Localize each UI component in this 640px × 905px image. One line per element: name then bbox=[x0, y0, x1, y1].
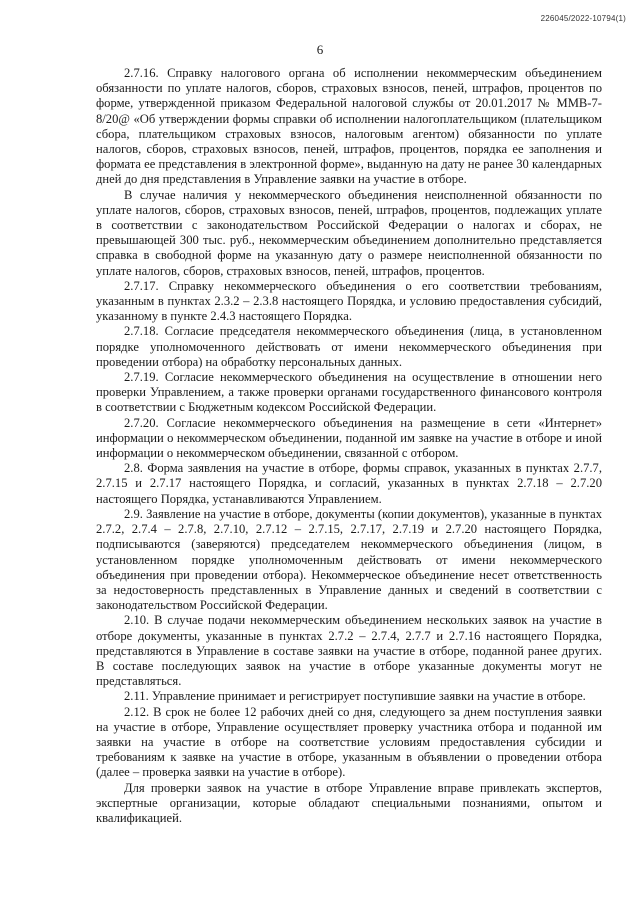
paragraph-2-7-16: 2.7.16. Справку налогового органа об исполнении некоммерческим объединением обязанности по уплате налогов, сборов, страховых взносов, пеней, штрафов, процентов по форме, утвержденной приказом Федеральной налоговой службы от 20.01.2017 № ММВ-7-8/20@ «Об утверждении формы справки об исполнении налогоплательщиком (плательщиком сбора, плательщиком страховых взносов, налоговым агентом) обязанности по уплате налогов, сборов, страховых взносов, пеней, штрафов, процентов, порядка ее заполнения и формата ее представления в электронной форме», выданную на дату не ранее 30 календарных дней до дня представления в Управление заявки на участие в отборе. bbox=[96, 66, 602, 187]
paragraph-2-11: 2.11. Управление принимает и регистрирует поступившие заявки на участие в отборе. bbox=[124, 689, 586, 704]
paragraph-2-7-19: 2.7.19. Согласие некоммерческого объединения на осуществление в отношении него проверки Управлением, а также проверки органами государственного финансового контроля в соответствии с Бюджетным кодексом Российской Федерации. bbox=[96, 370, 602, 415]
paragraph-2-12: 2.12. В срок не более 12 рабочих дней со дня, следующего за днем поступления заявки на участие в отборе, Управление осуществляет проверку участника отбора и поданной им заявки на участие в отборе на соответствие условиям предоставления субсидии и требованиям к заявке на участие в отборе, указанным в объявлении о проведении отбора (далее – проверка заявки на участие в отборе). bbox=[96, 704, 602, 780]
page-number: 6 bbox=[316, 42, 324, 57]
paragraph-2-7-17: 2.7.17. Справку некоммерческого объединения о его соответствии требованиям, указанным в пунктах 2.3.2 – 2.3.8 настоящего Порядка, и условию предоставления субсидий, указанному в пункте 2.4.3 настоящего Порядка. bbox=[96, 278, 602, 324]
paragraph-2-10: 2.10. В случае подачи некоммерческим объединением нескольких заявок на участие в отборе документы, указанные в пунктах 2.7.2 – 2.7.4, 2.7.7 и 2.7.16 настоящего Порядка, представляются в Управление в составе заявки на участие в отборе, поданной ранее других. В составе последующих заявок на участие в отборе указанные документы могут не представляться. bbox=[96, 613, 602, 689]
paragraph-experts: Для проверки заявок на участие в отборе Управление вправе привлекать экспертов, экспертные организации, которые обладают специальными познаниями, опытом и квалификацией. bbox=[96, 780, 602, 825]
paragraph-2-7-18: 2.7.18. Согласие председателя некоммерческого объединения (лица, в установленном порядке уполномоченного действовать от имени некоммерческого объединения при проведении отбора) на обработку персональных данных. bbox=[96, 324, 602, 369]
document-body bbox=[96, 66, 602, 826]
paragraph-2-9: 2.9. Заявление на участие в отборе, документы (копии документов), указанные в пунктах 2.7.2, 2.7.4 – 2.7.8, 2.7.10, 2.7.12 – 2.7.15, 2.7.17, 2.7.19 и 2.7.20 настоящего Порядка, подписываются (заверяются) председателем некоммерческого объединения (лицом, в установленном порядке уполномоченным действовать от имени некоммерческого объединения при проведении отбора). Некоммерческое объединение несет ответственность за недостоверность представленных в Управление данных и сведений в соответствии с законодательством Российской Федерации. bbox=[96, 506, 602, 613]
paragraph-2-7-20: 2.7.20. Согласие некоммерческого объединения на размещение в сети «Интернет» информации о некоммерческом объединении, поданной им заявке на участие в отборе и иной информации о некоммерческом объединении, связанной с отбором. bbox=[96, 415, 602, 461]
document-number: 226045/2022-10794(1) bbox=[540, 14, 626, 23]
paragraph-tax-debt-note: В случае наличия у некоммерческого объединения неисполненной обязанности по уплате налогов, сборов, страховых взносов, пеней, штрафов, процентов, подлежащих уплате в соответствии с законодательством Российской Федерации о налогах и сборах, не превышающей 300 тыс. руб., некоммерческим объединением дополнительно представляется справка в свободной форме на указанную дату о размере неисполненной обязанности по уплате налогов, сборов, страховых взносов, пеней, штрафов, процентов. bbox=[96, 187, 602, 278]
paragraph-2-8: 2.8. Форма заявления на участие в отборе, формы справок, указанных в пунктах 2.7.7, 2.7.15 и 2.7.17 настоящего Порядка, и согласий, указанных в пунктах 2.7.18 – 2.7.20 настоящего Порядка, устанавливаются Управлением. bbox=[96, 461, 602, 506]
